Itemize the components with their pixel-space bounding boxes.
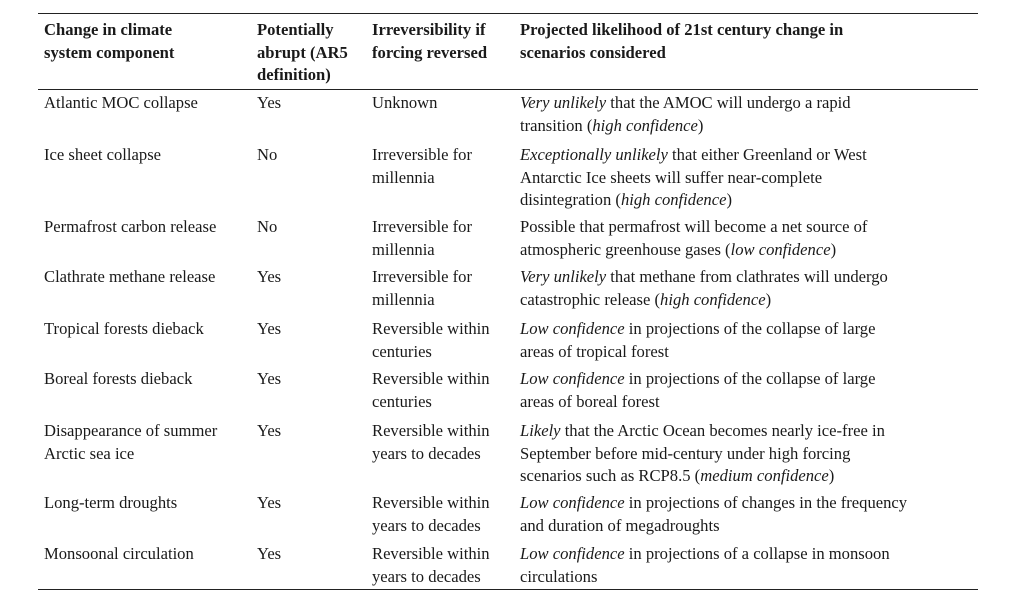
cell-irreversibility: Irreversible for millennia xyxy=(372,217,472,259)
cell-component: Long-term droughts xyxy=(44,493,178,512)
cell-irreversibility: Reversible within years to decades xyxy=(372,544,490,586)
cell-likelihood: Possible that permafrost will become a net source of atmospheric greenhouse gases (low confidence) xyxy=(520,217,868,259)
cell-abrupt: Yes xyxy=(257,267,282,286)
cell-likelihood: Very unlikely that the AMOC will undergo a rapid transition (high confidence) xyxy=(520,93,851,135)
cell-abrupt: Yes xyxy=(257,493,282,512)
cell-likelihood: Very unlikely that methane from clathrates will undergo catastrophic release (high confidence) xyxy=(520,267,888,309)
cell-component: Ice sheet collapse xyxy=(44,145,162,164)
cell-abrupt: Yes xyxy=(257,319,282,338)
cell-likelihood: Low confidence in projections of changes in the frequency and duration of megadroughts xyxy=(520,493,908,535)
table-header-rule xyxy=(38,89,978,90)
cell-irreversibility: Irreversible for millennia xyxy=(372,145,472,187)
cell-irreversibility: Reversible within years to decades xyxy=(372,493,490,535)
cell-abrupt: Yes xyxy=(257,369,282,388)
cell-irreversibility: Reversible within centuries xyxy=(372,369,490,411)
cell-abrupt: Yes xyxy=(257,421,282,440)
cell-component: Clathrate methane release xyxy=(44,267,216,286)
cell-abrupt: No xyxy=(257,217,278,236)
cell-likelihood: Likely that the Arctic Ocean becomes nearly ice-free in September before mid-century under high forcing scenarios such as RCP8.5 (medium confidence) xyxy=(520,421,885,485)
header-component: Change in climate system component xyxy=(44,20,175,62)
cell-likelihood: Low confidence in projections of the collapse of large areas of tropical forest xyxy=(520,319,876,361)
header-abrupt: Potentially abrupt (AR5 definition) xyxy=(257,20,348,84)
cell-likelihood: Exceptionally unlikely that either Greenland or West Antarctic Ice sheets will suffer near-complete disintegration (high confidence) xyxy=(520,145,867,209)
table-bottom-rule xyxy=(38,589,978,590)
cell-component: Boreal forests dieback xyxy=(44,369,193,388)
cell-irreversibility: Reversible within centuries xyxy=(372,319,490,361)
cell-component: Permafrost carbon release xyxy=(44,217,217,236)
cell-likelihood: Low confidence in projections of the collapse of large areas of boreal forest xyxy=(520,369,876,411)
cell-likelihood: Low confidence in projections of a collapse in monsoon circulations xyxy=(520,544,890,586)
cell-irreversibility: Irreversible for millennia xyxy=(372,267,472,309)
cell-irreversibility: Reversible within years to decades xyxy=(372,421,490,463)
cell-component: Atlantic MOC collapse xyxy=(44,93,198,112)
table-top-rule xyxy=(38,13,978,14)
header-likelihood: Projected likelihood of 21st century change in scenarios considered xyxy=(520,20,844,62)
cell-abrupt: Yes xyxy=(257,93,282,112)
cell-component: Tropical forests dieback xyxy=(44,319,204,338)
cell-component: Monsoonal circulation xyxy=(44,544,194,563)
cell-irreversibility: Unknown xyxy=(372,93,438,112)
header-irreversibility: Irreversibility if forcing reversed xyxy=(372,20,488,62)
cell-abrupt: Yes xyxy=(257,544,282,563)
cell-abrupt: No xyxy=(257,145,278,164)
cell-component: Disappearance of summer Arctic sea ice xyxy=(44,421,218,463)
